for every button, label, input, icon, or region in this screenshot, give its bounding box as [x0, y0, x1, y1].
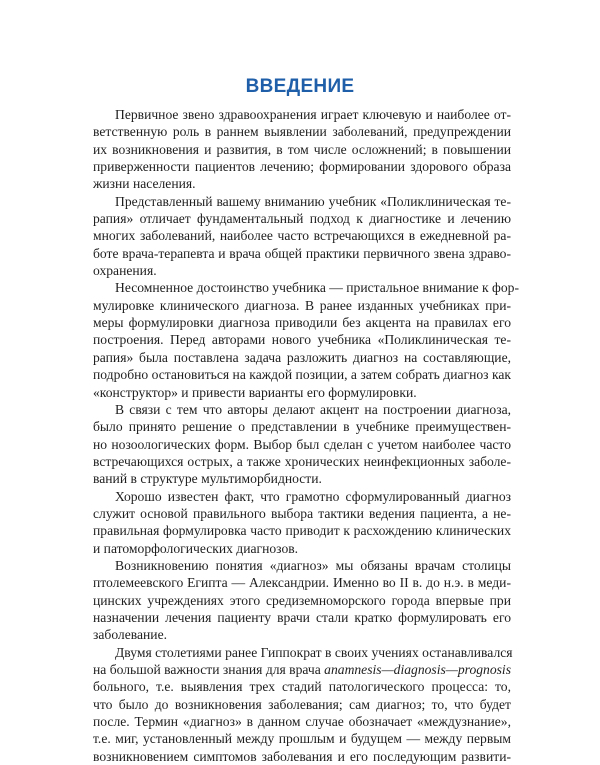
paragraph-3	[93, 279, 519, 400]
text-line: и патоморфологических диагнозов.	[93, 540, 299, 556]
text-line: боте врача-терапевта и врача общей практики первичного звена здраво-	[93, 245, 511, 261]
text-line: ваний в структуре мультиморбидности.	[93, 471, 322, 487]
text-line: многих заболеваний, наиболее часто встречающихся в ежедневной ра-	[93, 228, 511, 244]
text-line-with-italic	[93, 661, 511, 678]
paragraph-5	[93, 488, 511, 557]
text-line: Представленный вашему вниманию учебник «Поликлиническая те-	[115, 193, 511, 209]
text-line: Двумя столетиями ранее Гиппократ в своих учениях останавливался	[115, 644, 513, 660]
text-line: построения. Перед авторами нового учебника «Поликлиническая те-	[93, 332, 511, 348]
text-line: Хорошо известен факт, что грамотно сформулированный диагноз	[115, 488, 511, 504]
text-line: птолемеевского Египта — Александрии. Именно во II в. до н.э. в меди-	[93, 575, 511, 591]
text-line: рапия» отличает фундаментальный подход к диагностике и лечению	[93, 211, 511, 227]
text-line: служит основой правильного выбора тактики ведения пациента, а не-	[93, 505, 511, 521]
text-line: мулировке клинического диагноза. В ранее изданных учебниках при-	[93, 297, 511, 313]
text-line: их возникновения и развития, в том числе осложнений; в повышении	[93, 141, 511, 157]
text-line: что было до возникновения заболевания; сам диагноз; то, что будет	[93, 696, 511, 712]
text-line: охранения.	[93, 263, 157, 279]
text-segment: на большой важности знания для врача	[93, 662, 325, 677]
text-line: ветственную роль в раннем выявлении заболеваний, предупреждении	[93, 124, 511, 140]
text-line: Первичное звено здравоохранения играет ключевую и наиболее от-	[115, 107, 511, 122]
text-line: заболевание.	[93, 627, 168, 643]
text-line: было принято решение о представлении в учебнике преимуществен-	[93, 419, 511, 435]
text-line: правильная формулировка часто приводит к расхождению клинических	[93, 523, 511, 539]
text-line: после. Термин «диагноз» в данном случае обозначает «междузнание»,	[93, 714, 511, 730]
text-line: подробно остановиться на каждой позиции, а затем собрать диагноз как	[93, 367, 511, 383]
paragraph-2	[93, 193, 511, 280]
text-line: т.е. миг, установленный между прошлым и будущем — между первым	[93, 731, 511, 747]
text-line: возникновением симптомов заболевания и его последующим развити-	[93, 748, 511, 764]
chapter-heading: ВВЕДЕНИЕ	[245, 76, 355, 97]
text-line: назначении лечения пациенту врачи стали кратко формулировать его	[93, 609, 511, 625]
paragraph-4	[93, 401, 511, 488]
italic-term: anamnesis—diagnosis—prognosis	[324, 662, 511, 677]
text-line: «конструктор» и привести варианты его формулировки.	[93, 384, 417, 400]
text-line: больного, т.е. выявления трех стадий патологического процесса: то,	[93, 679, 511, 695]
paragraph-7	[93, 644, 511, 765]
text-line: жизни населения.	[93, 176, 196, 192]
text-line: В связи с тем что авторы делают акцент на построении диагноза,	[115, 401, 511, 417]
text-line: меры формулировки диагноза приводили без акцента на правилах его	[93, 315, 511, 331]
paragraph-6	[93, 557, 511, 644]
text-line: цинских учреждениях этого средиземноморского города впервые при	[93, 592, 511, 608]
text-line: Несомненное достоинство учебника — пристальное внимание к фор-	[115, 280, 519, 296]
body-text	[93, 106, 519, 765]
text-line: встречающихся острых, а также хронических неинфекционных заболе-	[93, 453, 511, 469]
text-line: рапия» была поставлена задача разложить диагноз на составляющие,	[93, 349, 511, 365]
paragraph-1	[93, 106, 511, 193]
text-line: но нозоологических форм. Выбор был сделан с учетом наиболее часто	[93, 436, 511, 452]
text-line: приверженности пациентов лечению; формировании здорового образа	[93, 159, 511, 175]
text-line: Возникновению понятия «диагноз» мы обязаны врачам столицы	[115, 557, 511, 573]
